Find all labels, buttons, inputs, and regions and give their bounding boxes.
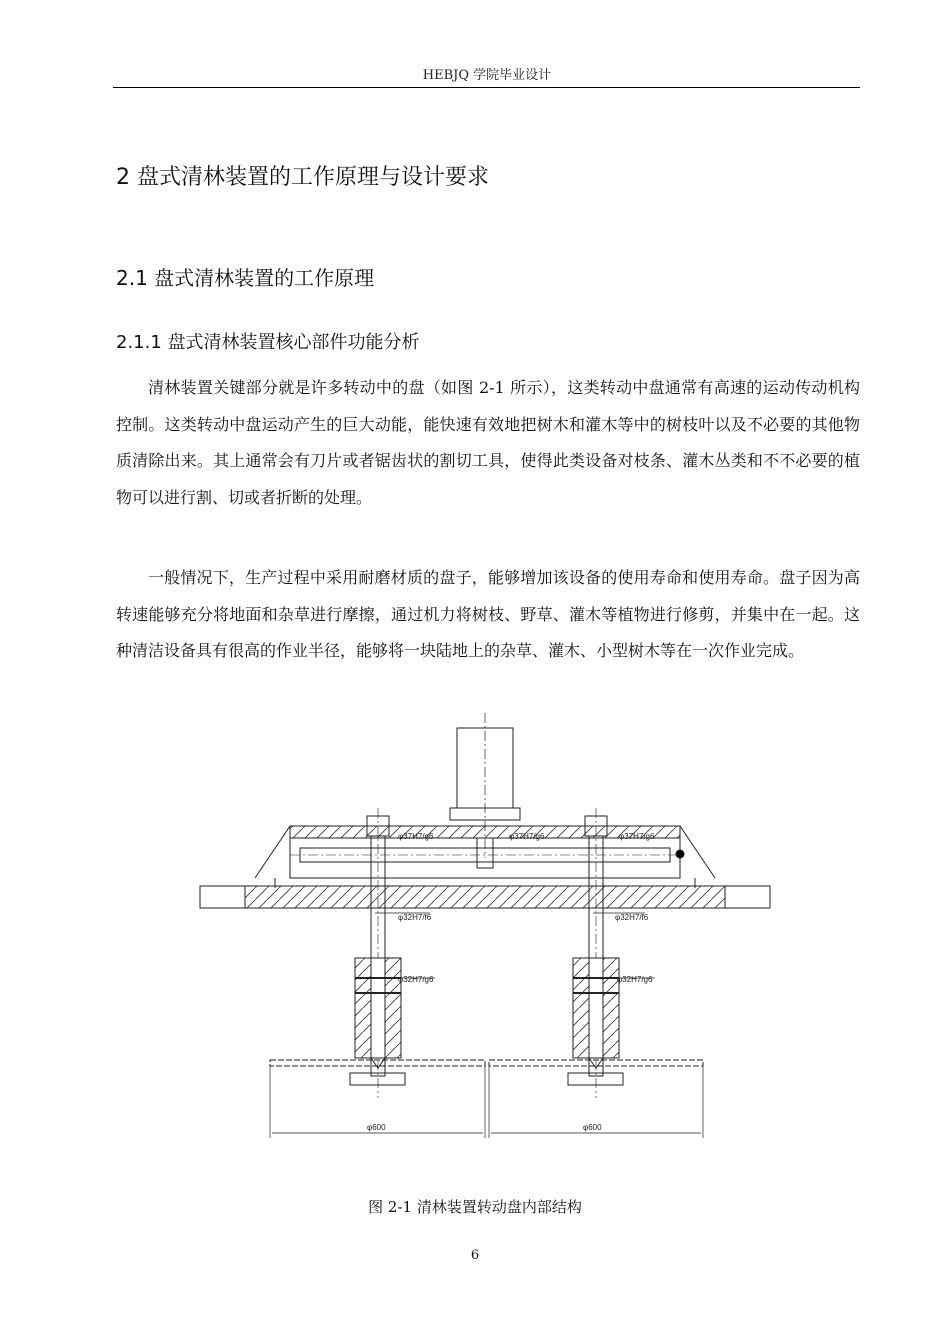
indicator-dot	[676, 850, 684, 858]
body-paragraph-2: 一般情况下，生产过程中采用耐磨材质的盘子，能够增加该设备的使用寿命和使用寿命。盘子因为高转速能够充分将地面和杂草进行摩擦，通过机力将树枝、野草、灌木等植物进行修剪，并集中在一起。这种清洁设备具有很高的作业半径，能够将一块陆地上的杂草、灌木、小型树木等在一次作业完成。	[116, 568, 860, 660]
dim-label-7: φ32H7/g6	[617, 975, 653, 984]
figure-caption: 图 2-1 清林装置转动盘内部结构	[368, 1198, 582, 1216]
page-number: 6	[470, 1248, 480, 1263]
dim-label-5: φ32H7/f6	[615, 913, 649, 922]
dim-label-6: φ32H7/g6	[398, 975, 434, 984]
chapter-title: 2 盘式清林装置的工作原理与设计要求	[116, 165, 489, 190]
left-spindle	[350, 808, 405, 1098]
transmission-shaft	[290, 848, 680, 862]
cutting-disc-left	[270, 1060, 485, 1066]
figure-2-1-drawing	[195, 708, 775, 1148]
dim-label-8: φ600	[367, 1123, 386, 1132]
body-paragraph-1: 清林装置关键部分就是许多转动中的盘（如图 2-1 所示），这类转动中盘通常有高速的运动传动机构控制。这类转动中盘运动产生的巨大动能，能快速有效地把树木和灌木等中的树枝叶以及不必要的其他物质清除出来。其上通常会有刀片或者锯齿状的割切工具，使得此类设备对枝条、灌木丛类和不不必要的植物可以进行割、切或者折断的处理。	[116, 378, 860, 507]
header-rule	[113, 87, 860, 88]
dimension-lines	[270, 913, 703, 1138]
dim-label-9: φ600	[583, 1123, 602, 1132]
right-spindle	[568, 808, 623, 1098]
dim-label-3: φ37H7/g6	[619, 832, 655, 841]
section-title: 2.1 盘式清林装置的工作原理	[116, 266, 375, 290]
running-header: HEBJQ 学院毕业设计	[422, 68, 552, 83]
dim-label-1: φ37H7/g6	[398, 832, 434, 841]
dim-label-2: φ37H7/g6	[509, 832, 545, 841]
subsection-title: 2.1.1 盘式清林装置核心部件功能分析	[116, 332, 420, 353]
dim-label-4: φ32H7/f6	[398, 913, 432, 922]
